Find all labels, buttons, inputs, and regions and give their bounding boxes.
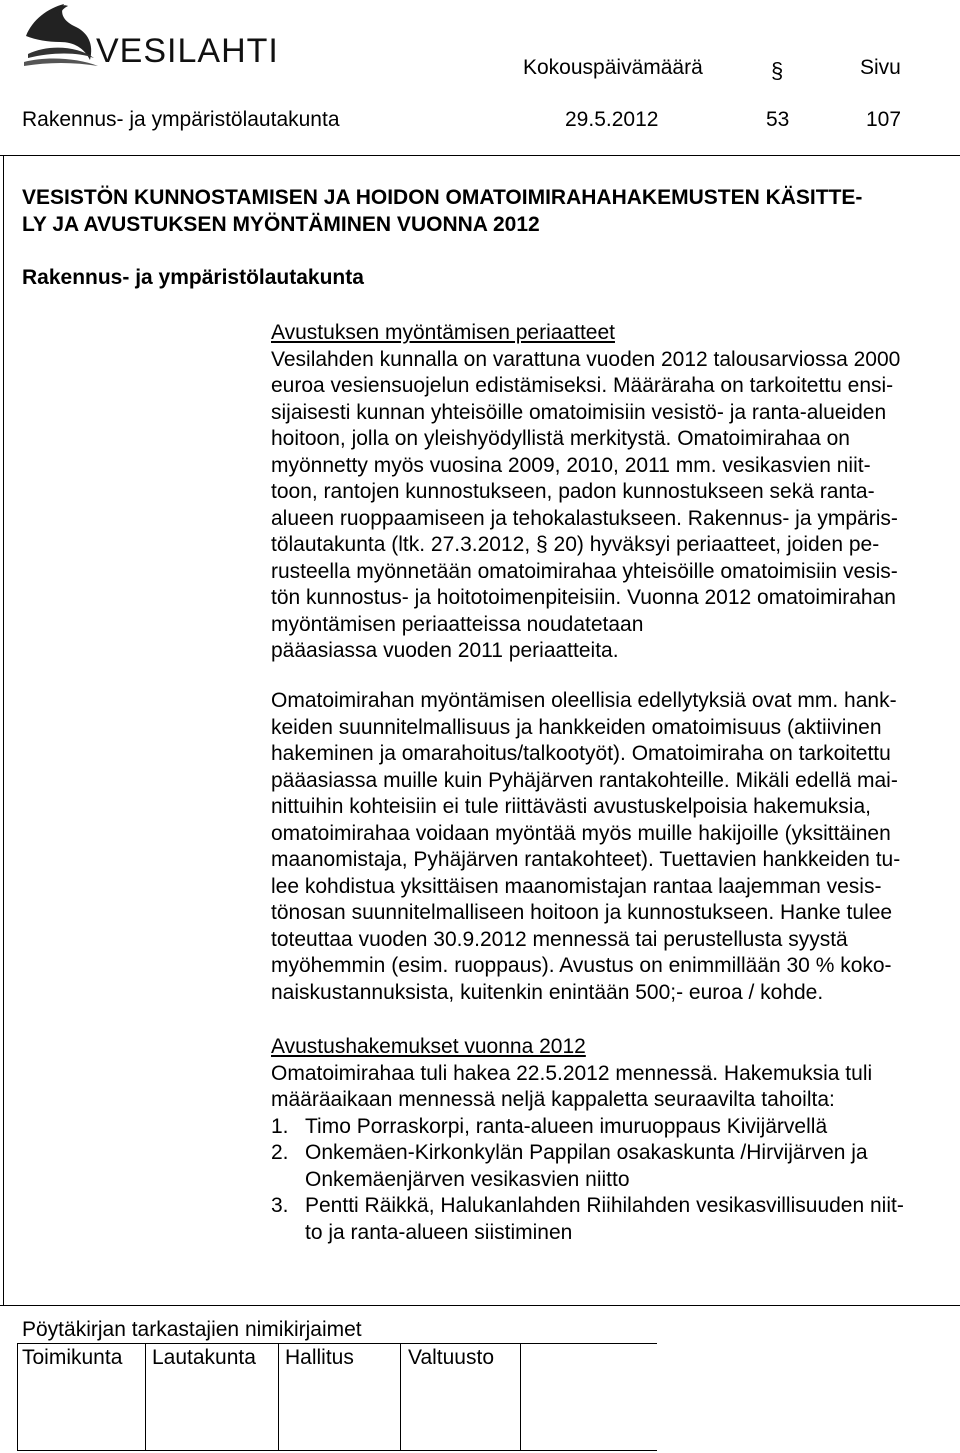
text-line: lee kohdistua yksittäisen maanomistajan rantaa laajemman vesis- (271, 874, 882, 898)
footer-divider (0, 1305, 960, 1306)
page-number: 107 (866, 108, 902, 131)
text-line: Vesilahden kunnalla on varattuna vuoden 2012 talousarviossa 2000 (271, 347, 901, 371)
signature-cell-toimikunta: Toimikunta (22, 1346, 123, 1369)
text-line: Omatoimirahan myöntämisen oleellisia edellytyksiä ovat mm. hank- (271, 689, 897, 712)
organ-name: Rakennus- ja ympäristölautakunta (22, 108, 340, 131)
text-line: myöntämisen periaatteissa noudatetaan (271, 612, 644, 636)
footer-table-rule (400, 1343, 401, 1451)
text-line: myöhemmin (esim. ruoppaus). Avustus on enimmillään 30 % koko- (271, 954, 892, 977)
text-line: pääasiassa vuoden 2011 periaatteita. (271, 639, 619, 662)
section-heading-applications: Avustushakemukset vuonna 2012 (271, 1035, 586, 1058)
page-label: Sivu (860, 56, 901, 79)
header-divider (0, 155, 960, 156)
footer-table-rule (520, 1343, 521, 1451)
meeting-date: 29.5.2012 (565, 108, 659, 131)
list-text: Timo Porraskorpi, ranta-alueen imuruoppaus Kivijärvellä (305, 1114, 828, 1138)
text-line: sijaisesti kunnan yhteisöille omatoimisiin vesistö- ja ranta-alueiden (271, 400, 887, 424)
text-line: tön kunnostus- ja hoitotoimenpiteisiin. Vuonna 2012 omatoimirahan (271, 586, 896, 609)
footer-table-top (17, 1343, 657, 1344)
text-line: alueen ruoppaamiseen ja tehokalastukseen. Rakennus- ja ympäris- (271, 506, 898, 530)
signature-cell-lautakunta: Lautakunta (152, 1346, 256, 1369)
text-line: euroa vesiensuojelun edistämiseksi. Määräraha on tarkoitettu ensi- (271, 374, 894, 397)
section-number: 53 (766, 108, 790, 131)
svg-text:§: § (771, 58, 784, 83)
meeting-date-label: Kokouspäivämäärä (523, 56, 703, 79)
list-text: Pentti Räikkä, Halukanlahden Riihilahden vesikasvillisuuden niit- (305, 1194, 904, 1217)
text-line: hoitoon, jolla on yleishyödyllistä merkitystä. Omatoimirahaa on (271, 427, 850, 450)
list-text: to ja ranta-alueen siistiminen (305, 1220, 573, 1244)
footer-table-rule (17, 1343, 18, 1451)
text-line: nittuihin kohteisiin ei tule riittävästi avustuskelpoisia hakemuksia, (271, 795, 871, 818)
section-heading-principles: Avustuksen myöntämisen periaatteet (271, 321, 615, 344)
list-text: Onkemäen-Kirkonkylän Pappilan osakaskunta /Hirvijärven ja (305, 1141, 868, 1164)
text-line: toon, rantojen kunnostukseen, padon kunnostukseen sekä ranta- (271, 480, 875, 503)
text-line: hakeminen ja omarahoitus/talkootyöt). Omatoimiraha on tarkoitettu (271, 742, 891, 765)
footer-table-bottom (17, 1450, 657, 1451)
list-number: 3. (271, 1194, 289, 1217)
text-line: myönnetty myös vuosina 2009, 2010, 2011 mm. vesikasvien niit- (271, 453, 871, 477)
logo-wordmark: VESILAHTI (96, 32, 279, 70)
section-sign-icon (770, 57, 786, 83)
list-number: 1. (271, 1114, 289, 1138)
text-line: tönosan suunnitelmalliseen hoitoon ja kunnostukseen. Hanke tulee (271, 901, 893, 924)
text-line: määräaikaan mennessä neljä kappaletta seuraavilta tahoilta: (271, 1088, 835, 1111)
section-applications (271, 1034, 960, 1246)
text-line: maanomistaja, Pyhäjärven rantakohteet). Tuettavien hankkeiden tu- (271, 848, 901, 871)
document-title: VESISTÖN KUNNOSTAMISEN JA HOIDON OMATOIMIRAHAHAKEMUSTEN KÄSITTE- LY JA AVUSTUKSEN MYÖNTÄMINEN VUONNA 2012 (22, 186, 863, 236)
text-line: naiskustannuksista, kuitenkin enintään 500;- euroa / kohde. (271, 980, 824, 1004)
section-conditions (271, 688, 960, 1006)
text-line: pääasiassa muille kuin Pyhäjärven rantakohteille. Mikäli edellä mai- (271, 768, 898, 792)
committee-heading: Rakennus- ja ympäristölautakunta (22, 266, 364, 289)
signature-cell-valtuusto: Valtuusto (408, 1346, 494, 1369)
text-line: tölautakunta (ltk. 27.3.2012, § 20) hyväksyi periaatteet, joiden pe- (271, 533, 880, 556)
text-line: toteuttaa vuoden 30.9.2012 mennessä tai perustellusta syystä (271, 927, 848, 951)
section-principles (271, 320, 960, 665)
signature-label: Pöytäkirjan tarkastajien nimikirjaimet (22, 1318, 362, 1341)
footer-table-rule (145, 1343, 146, 1451)
list-number: 2. (271, 1141, 289, 1164)
list-item (271, 1114, 960, 1141)
text-line: rusteella myönnetään omatoimirahaa yhteisöille omatoimisiin vesis- (271, 559, 898, 583)
signature-cell-hallitus: Hallitus (285, 1346, 354, 1369)
list-item (271, 1193, 960, 1246)
text-line: Omatoimirahaa tuli hakea 22.5.2012 mennessä. Hakemuksia tuli (271, 1061, 873, 1085)
list-text: Onkemäenjärven vesikasvien niitto (305, 1167, 630, 1191)
footer-table-rule (278, 1343, 279, 1451)
text-line: keiden suunnitelmallisuus ja hankkeiden omatoimisuus (aktiivinen (271, 715, 882, 739)
text-line: omatoimirahaa voidaan myöntää myös muille hakijoille (yksittäinen (271, 821, 891, 845)
left-margin-rule (3, 155, 4, 1305)
list-item (271, 1140, 960, 1193)
